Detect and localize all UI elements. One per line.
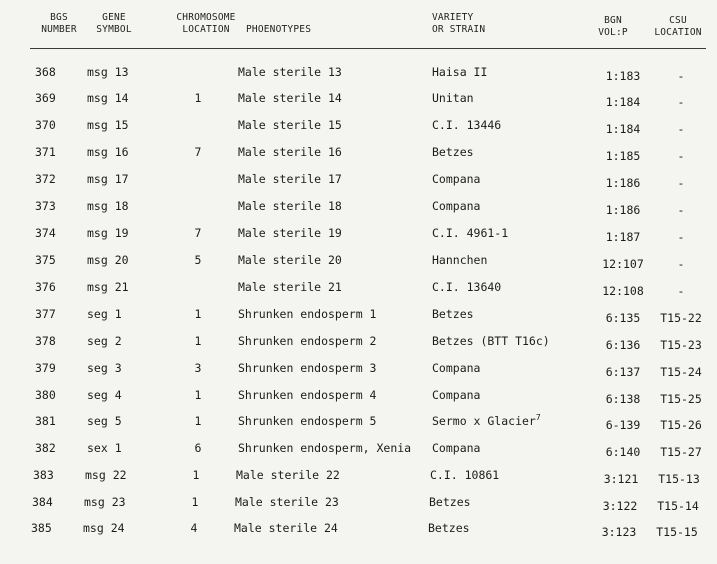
header-chromosome-line2: LOCATION xyxy=(182,24,230,35)
csu-location-cell: - xyxy=(677,69,685,83)
bgn-volume-page-cell: 12:107 xyxy=(602,257,644,271)
variety-cell: Unitan xyxy=(432,91,474,105)
gene-symbol-cell: seg 1 xyxy=(87,307,122,321)
variety-cell: Betzes xyxy=(428,521,470,535)
chromosome-location-cell: 1 xyxy=(194,414,202,428)
bgs-number-cell: 379 xyxy=(35,361,56,375)
variety-cell: C.I. 4961-1 xyxy=(432,226,509,240)
bgs-number-cell: 384 xyxy=(32,495,53,509)
gene-symbol-cell: msg 18 xyxy=(87,199,129,213)
header-variety-line1: VARIETY xyxy=(432,12,474,23)
variety-cell: Compana xyxy=(432,441,481,455)
bgn-volume-page-cell: 1:186 xyxy=(605,176,641,190)
header-bgs-line2: NUMBER xyxy=(41,24,77,35)
csu-location-cell: T15-23 xyxy=(660,338,702,352)
table-row xyxy=(0,226,717,248)
csu-location-cell: - xyxy=(677,95,685,109)
bgs-number-cell: 375 xyxy=(35,253,56,267)
gene-symbol-cell: seg 2 xyxy=(87,334,122,348)
variety-cell: Betzes xyxy=(432,307,474,321)
bgn-volume-page-cell: 3:123 xyxy=(601,525,637,539)
bgn-volume-page-cell: 1:184 xyxy=(605,122,641,136)
header-gene-line2: SYMBOL xyxy=(96,24,132,35)
chromosome-location-cell: 1 xyxy=(194,91,202,105)
chromosome-location-cell: 1 xyxy=(194,307,202,321)
bgn-volume-page-cell: 1:185 xyxy=(605,149,641,163)
bgn-volume-page-cell: 6:138 xyxy=(605,392,641,406)
bgs-number-cell: 382 xyxy=(35,441,56,455)
phenotype-cell: Male sterile 24 xyxy=(234,521,338,535)
bgn-volume-page-cell: 1:183 xyxy=(605,69,641,83)
header-bgn-line2: VOL:P xyxy=(598,27,628,38)
table-row xyxy=(0,361,717,383)
csu-location-cell: - xyxy=(677,176,685,190)
chromosome-location-cell: 7 xyxy=(194,226,202,240)
chromosome-location-cell: 4 xyxy=(190,521,198,535)
header-divider xyxy=(30,48,706,49)
chromosome-location-cell: 6 xyxy=(194,441,202,455)
csu-location-cell: T15-22 xyxy=(660,311,702,325)
header-csu-location xyxy=(648,15,708,39)
phenotype-cell: Shrunken endosperm 2 xyxy=(238,334,377,348)
csu-location-cell: - xyxy=(677,149,685,163)
csu-location-cell: T15-13 xyxy=(658,472,700,486)
gene-symbol-cell: msg 20 xyxy=(87,253,129,267)
gene-symbol-cell: msg 13 xyxy=(87,65,129,79)
chromosome-location-cell: 1 xyxy=(192,468,200,482)
chromosome-location-cell: 1 xyxy=(194,388,202,402)
variety-cell: C.I. 13446 xyxy=(432,118,502,132)
bgn-volume-page-cell: 1:184 xyxy=(605,95,641,109)
table-row xyxy=(0,388,717,410)
bgn-volume-page-cell: 12:108 xyxy=(602,284,644,298)
phenotype-cell: Male sterile 23 xyxy=(235,495,339,509)
bgs-number-cell: 380 xyxy=(35,388,56,402)
table-row xyxy=(0,91,717,113)
table-row xyxy=(0,253,717,275)
bgn-volume-page-cell: 6:137 xyxy=(605,365,641,379)
table-row xyxy=(0,414,717,436)
phenotype-cell: Shrunken endosperm 3 xyxy=(238,361,377,375)
table-row xyxy=(0,172,717,194)
table-row xyxy=(0,495,714,517)
phenotype-cell: Male sterile 16 xyxy=(238,145,342,159)
gene-symbol-cell: msg 14 xyxy=(87,91,129,105)
csu-location-cell: - xyxy=(677,122,685,136)
bgn-volume-page-cell: 1:186 xyxy=(605,203,641,217)
csu-location-cell: T15-26 xyxy=(660,418,702,432)
variety-cell: Betzes xyxy=(429,495,471,509)
phenotype-cell: Male sterile 22 xyxy=(236,468,340,482)
header-csu-line1: CSU xyxy=(669,15,687,26)
header-chromosome-location xyxy=(168,12,244,36)
variety-cell: Compana xyxy=(432,172,481,186)
bgn-volume-page-cell: 6:136 xyxy=(605,338,641,352)
csu-location-cell: - xyxy=(677,203,685,217)
gene-symbol-cell: msg 21 xyxy=(87,280,129,294)
bgn-volume-page-cell: 3:122 xyxy=(602,499,638,513)
bgs-number-cell: 373 xyxy=(35,199,56,213)
header-bgn-vol xyxy=(590,15,636,39)
phenotype-cell: Male sterile 18 xyxy=(238,199,342,213)
chromosome-location-cell: 3 xyxy=(194,361,202,375)
phenotype-cell: Male sterile 14 xyxy=(238,91,342,105)
header-variety-line2: OR STRAIN xyxy=(432,24,486,35)
header-chromosome-line1: CHROMOSOME xyxy=(176,12,236,23)
header-phenotypes xyxy=(246,24,326,36)
bgs-number-cell: 372 xyxy=(35,172,56,186)
csu-location-cell: - xyxy=(677,284,685,298)
bgn-volume-page-cell: 6:135 xyxy=(605,311,641,325)
header-bgs-line1: BGS xyxy=(50,12,68,23)
table-row xyxy=(0,441,717,463)
header-bgs-number xyxy=(34,12,84,36)
variety-cell: Compana xyxy=(432,388,481,402)
gene-symbol-cell: msg 16 xyxy=(87,145,129,159)
variety-cell: C.I. 10861 xyxy=(430,468,500,482)
table-row xyxy=(0,199,717,221)
csu-location-cell: - xyxy=(677,230,685,244)
phenotype-cell: Shrunken endosperm, Xenia xyxy=(238,441,412,455)
bgs-number-cell: 376 xyxy=(35,280,56,294)
phenotype-cell: Male sterile 15 xyxy=(238,118,342,132)
variety-cell: Hannchen xyxy=(432,253,488,267)
variety-cell: C.I. 13640 xyxy=(432,280,502,294)
csu-location-cell: T15-25 xyxy=(660,392,702,406)
bgs-number-cell: 369 xyxy=(35,91,56,105)
bgs-number-cell: 378 xyxy=(35,334,56,348)
header-gene-line1: GENE xyxy=(102,12,126,23)
table-row xyxy=(0,118,717,140)
gene-symbol-cell: sex 1 xyxy=(87,441,122,455)
bgs-number-cell: 370 xyxy=(35,118,56,132)
csu-location-cell: T15-15 xyxy=(656,525,698,539)
phenotype-cell: Male sterile 17 xyxy=(238,172,342,186)
table-row xyxy=(0,145,717,167)
table-row xyxy=(0,334,717,356)
variety-cell: Betzes (BTT T16c) xyxy=(432,334,550,348)
table-row xyxy=(0,65,717,87)
gene-symbol-cell: seg 5 xyxy=(87,414,122,428)
bgs-number-cell: 368 xyxy=(35,65,56,79)
bgn-volume-page-cell: 6:140 xyxy=(605,445,641,459)
header-gene-symbol xyxy=(88,12,140,36)
csu-location-cell: T15-14 xyxy=(657,499,699,513)
table-row xyxy=(0,280,717,302)
phenotype-cell: Shrunken endosperm 5 xyxy=(238,414,377,428)
phenotype-cell: Shrunken endosperm 4 xyxy=(238,388,377,402)
phenotype-cell: Male sterile 21 xyxy=(238,280,342,294)
chromosome-location-cell: 7 xyxy=(194,145,202,159)
variety-cell: Compana xyxy=(432,361,481,375)
gene-symbol-cell: msg 24 xyxy=(83,521,125,535)
phenotype-cell: Male sterile 19 xyxy=(238,226,342,240)
gene-symbol-cell: msg 19 xyxy=(87,226,129,240)
gene-symbol-cell: seg 4 xyxy=(87,388,122,402)
phenotype-cell: Male sterile 20 xyxy=(238,253,342,267)
bgs-number-cell: 383 xyxy=(33,468,54,482)
gene-symbol-cell: msg 23 xyxy=(84,495,126,509)
bgs-number-cell: 385 xyxy=(31,521,52,535)
bgs-number-cell: 377 xyxy=(35,307,56,321)
bgs-number-cell: 381 xyxy=(35,414,56,428)
chromosome-location-cell: 5 xyxy=(194,253,202,267)
table-row xyxy=(0,307,717,329)
chromosome-location-cell: 1 xyxy=(191,495,199,509)
header-csu-line2: LOCATION xyxy=(654,27,702,38)
gene-symbol-cell: msg 15 xyxy=(87,118,129,132)
table-row xyxy=(0,521,713,543)
variety-cell: Compana xyxy=(432,199,481,213)
gene-symbol-cell: msg 22 xyxy=(85,468,127,482)
table-row xyxy=(0,468,715,490)
phenotype-cell: Shrunken endosperm 1 xyxy=(238,307,377,321)
bgs-number-cell: 371 xyxy=(35,145,56,159)
bgs-number-cell: 374 xyxy=(35,226,56,240)
variety-cell: Sermo x Glacier$^7$ xyxy=(432,413,541,428)
csu-location-cell: T15-24 xyxy=(660,365,702,379)
header-variety-strain xyxy=(432,12,512,36)
header-phenotypes-line1: PHOENOTYPES xyxy=(246,24,312,35)
phenotype-cell: Male sterile 13 xyxy=(238,65,342,79)
bgn-volume-page-cell: 6-139 xyxy=(605,418,641,432)
variety-cell: Haisa II xyxy=(432,65,488,79)
bgn-volume-page-cell: 3:121 xyxy=(603,472,639,486)
csu-location-cell: T15-27 xyxy=(660,445,702,459)
chromosome-location-cell: 1 xyxy=(194,334,202,348)
csu-location-cell: - xyxy=(677,257,685,271)
footnote-marker: 7 xyxy=(535,413,541,423)
bgn-volume-page-cell: 1:187 xyxy=(605,230,641,244)
header-bgn-line1: BGN xyxy=(604,15,622,26)
gene-symbol-cell: msg 17 xyxy=(87,172,129,186)
gene-symbol-cell: seg 3 xyxy=(87,361,122,375)
variety-cell: Betzes xyxy=(432,145,474,159)
